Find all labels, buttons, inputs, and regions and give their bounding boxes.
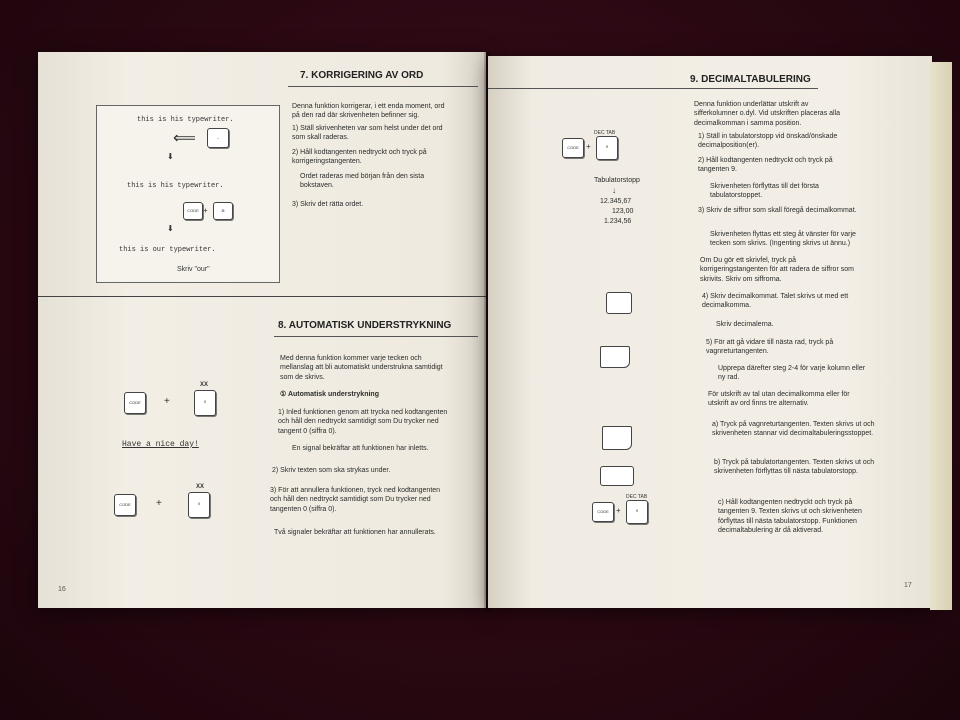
dec-tab-label: DEC TAB xyxy=(626,494,648,500)
key-shape-icon xyxy=(606,292,632,314)
option-c: c) Håll kodtangenten nedtryckt och tryck på tangenten 9. Texten skrivs ut och skrivenheten förflyttas till nästa tabulatorstopp. Funktionen decimaltabulering är då aktiverad. xyxy=(718,499,862,535)
option-b: b) Tryck på tabulatortangenten. Texten skrivs ut och skrivenheten förflyttas till nästa tabulatorstopp. xyxy=(714,459,875,476)
section9-intro: Denna funktion underlättar utskrift av sifferkolumner o.dyl. Vid utskriften placeras alla decimalkomman i samma position. xyxy=(694,101,841,127)
illus-line2: this is his typewriter. xyxy=(127,182,224,190)
xx-label: XX xyxy=(196,484,205,490)
section9-step5b: Upprepa därefter steg 2-4 för varje kolumn eller ny rad. xyxy=(718,365,866,382)
section9-step3: 3) Skriv de siffror som skall föregå decimalkommat. xyxy=(698,207,857,214)
callout-label: Skriv "our" xyxy=(177,266,210,273)
down-arrow-icon: ⬇ xyxy=(167,224,174,233)
zero-key-icon: 0 xyxy=(194,390,216,416)
left-page xyxy=(38,52,486,608)
xx-label: XX xyxy=(200,382,209,388)
plus-sign: + xyxy=(203,206,208,215)
return-key-icon xyxy=(600,346,630,368)
zero-key-icon: 0 xyxy=(188,492,210,518)
down-arrow-icon: ↓ xyxy=(612,186,616,195)
section9-title: 9. DECIMALTABULERING xyxy=(690,74,811,85)
correction-key-icon: ← xyxy=(207,128,229,148)
return-key-icon xyxy=(602,426,632,450)
section9-bullet1: Om Du gör ett skrivfel, tryck på korrigeringstangenten för att radera de siffror som skrivits. Skriv om siffrorna. xyxy=(700,257,854,283)
number-2: 123,00 xyxy=(612,208,634,215)
illus-line1: this is his typewriter. xyxy=(137,116,234,124)
illus-line3: this is our typewriter. xyxy=(119,246,216,254)
title-rule xyxy=(488,88,818,89)
correction-key-icon: ⊗ xyxy=(213,202,233,220)
correction-illustration xyxy=(96,105,280,283)
right-page xyxy=(488,56,932,608)
section7-step1: 1) Ställ skrivenheten var som helst under det ord som skall raderas. xyxy=(292,125,443,142)
left-arrow-icon: ⟸ xyxy=(173,130,196,147)
down-arrow-icon: ⬇ xyxy=(167,152,174,161)
section8-signal2: Två signaler bekräftar att funktionen har annullerats. xyxy=(274,529,436,536)
plus-sign: + xyxy=(586,142,591,151)
page-number: 17 xyxy=(904,582,912,589)
plus-sign: + xyxy=(616,506,621,515)
title-rule xyxy=(288,86,478,87)
section7-title: 7. KORRIGERING AV ORD xyxy=(300,70,424,81)
option-a: a) Tryck på vagnreturtangenten. Texten skrivs ut och skrivenheten stannar vid decimaltabuleringsstoppet. xyxy=(712,421,875,438)
tab-stop-label: Tabulatorstopp xyxy=(594,177,640,184)
section8-step3: 3) För att annullera funktionen, tryck ned kodtangenten och håll den nedtryckt samtidigt som Du trycker ned tangenten 0 (siffra 0). xyxy=(270,487,441,513)
nine-key-icon: 9 xyxy=(596,136,618,160)
code-key-icon: CODE xyxy=(124,392,146,414)
section8-step2: 2) Skriv texten som ska strykas under. xyxy=(272,467,391,474)
sample-text: Have a nice day! xyxy=(122,440,199,449)
section9-step2b: Skrivenheten förflyttas till det första tabulatorstoppet. xyxy=(710,183,819,200)
plus-sign: + xyxy=(164,396,170,407)
section7-intro: Denna funktion korrigerar, i ett enda moment, ord på den rad där skrivenheten befinner sig. xyxy=(292,103,445,120)
dec-tab-label: DEC TAB xyxy=(594,130,616,136)
code-key-icon: CODE xyxy=(183,202,203,220)
section-divider xyxy=(38,296,486,297)
tab-key-icon xyxy=(600,466,634,486)
section9-step1: 1) Ställ in tabulatorstopp vid önskad/önskade decimalposition(er). xyxy=(698,133,838,150)
page-stack-edge xyxy=(930,62,952,610)
section8-sub: ① Automatisk understrykning xyxy=(280,391,379,398)
section8-title: 8. AUTOMATISK UNDERSTRYKNING xyxy=(278,320,452,331)
section9-step5: 5) För att gå vidare till nästa rad, tryck på vagnreturtangenten. xyxy=(706,339,834,356)
nine-key-icon: 9 xyxy=(626,500,648,524)
number-3: 1.234,56 xyxy=(604,218,632,225)
code-key-icon: CODE xyxy=(562,138,584,158)
title-rule xyxy=(274,336,478,337)
section7-step2: 2) Håll kodtangenten nedtryckt och tryck på korrigeringstangenten. xyxy=(292,149,427,166)
code-key-icon: CODE xyxy=(114,494,136,516)
section8-intro: Med denna funktion kommer varje tecken och mellanslag att bli automatiskt understrukna samtidigt som de skrivs. xyxy=(280,355,443,381)
section9-bullet2: För utskrift av tal utan decimalkomma eller för utskrift av ord finns tre alternativ. xyxy=(708,391,850,408)
section7-step3: 3) Skriv det rätta ordet. xyxy=(292,201,364,208)
section8-step1: 1) Inled funktionen genom att trycka ned kodtangenten och håll den nedtryckt samtidigt som Du trycker ned tangent 0 (siffra 0). xyxy=(278,409,448,435)
plus-sign: + xyxy=(156,498,162,509)
section9-step2: 2) Håll kodtangenten nedtryckt och tryck på tangenten 9. xyxy=(698,157,833,174)
code-key-icon: CODE xyxy=(592,502,614,522)
page-number: 16 xyxy=(58,586,66,593)
section9-step4: 4) Skriv decimalkommat. Talet skrivs ut med ett decimalkomma. xyxy=(702,293,849,310)
section8-signal1: En signal bekräftar att funktionen har inletts. xyxy=(292,445,429,452)
section9-step4b: Skriv decimalerna. xyxy=(716,321,774,328)
number-1: 12.345,67 xyxy=(600,198,632,205)
section9-step3b: Skrivenheten flyttas ett steg åt vänster för varje tecken som skrivs. (Ingenting skrivs ut ännu.) xyxy=(710,231,856,248)
section7-note: Ordet raderas med början från den sista bokstaven. xyxy=(300,173,425,190)
